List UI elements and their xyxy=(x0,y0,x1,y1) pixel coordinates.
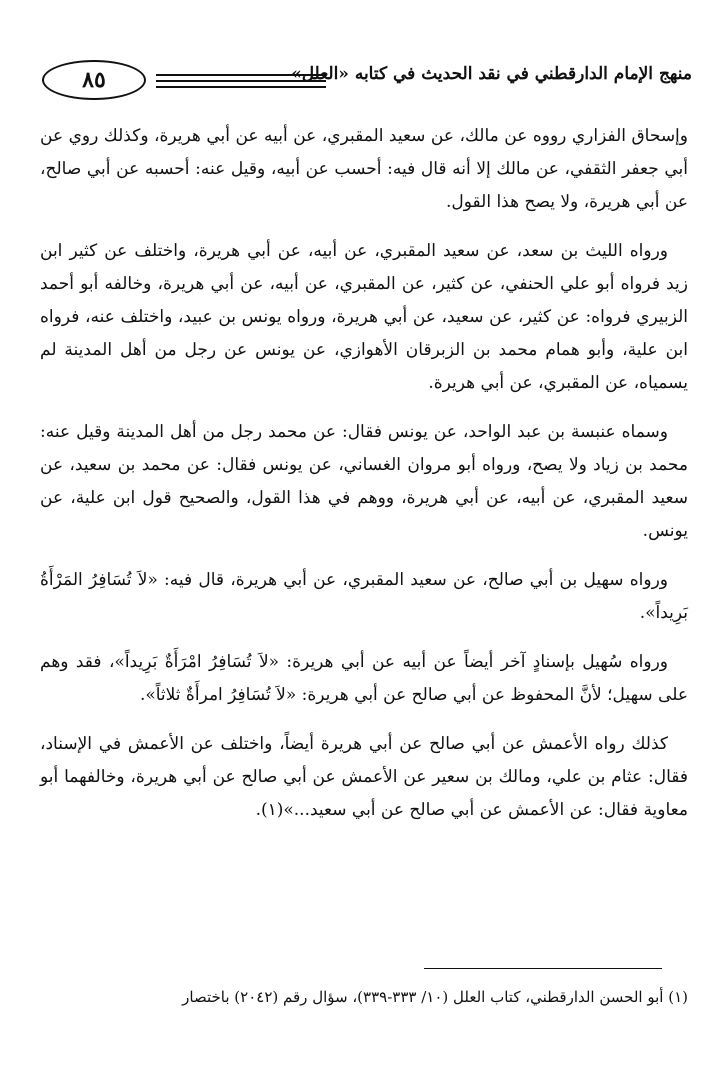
footnote-separator xyxy=(424,968,662,969)
page-number: ٨٥ xyxy=(42,60,146,100)
paragraph: ورواه الليث بن سعد، عن سعيد المقبري، عن أبيه، عن أبي هريرة، واختلف عن كثير ابن زيد فرواه أبو علي الحنفي، عن كثير، عن المقبري، عن أبيه، عن أبي هريرة، وخالفه أبو أحمد الزبيري فرواه: عن كثير، عن سعيد، عن أبي هريرة، ورواه يونس بن عبيد، واختلف عنه، فرواه ابن علية، وأبو همام محمد بن الزبرقان الأهوازي، عن يونس عن رجل من أهل المدينة لم يسمياه، عن المقبري، عن أبي هريرة. xyxy=(40,241,688,393)
running-title: منهج الإمام الدارقطني في نقد الحديث في كتابه «العلل» xyxy=(291,64,692,84)
footnote: (١) أبو الحسن الدارقطني، كتاب العلل (١٠/ ٣٣٣-٣٣٩)، سؤال رقم (٢٠٤٢) باختصار xyxy=(182,988,688,1006)
paragraph: وإسحاق الفزاري رووه عن مالك، عن سعيد المقبري، عن أبيه عن أبي هريرة، وكذلك روي عن أبي جعفر الثقفي، عن مالك إلا أنه قال فيه: أحسب عن أبيه، وقيل عنه: أحسبه عن أبي صالح، عن أبي هريرة، ولا يصح هذا القول. xyxy=(40,126,688,212)
paragraph: ورواه سهيل بن أبي صالح، عن سعيد المقبري، عن أبي هريرة، قال فيه: «لاَ تُسَافِرُ المَرْأَةُ بَرِيداً». xyxy=(40,570,688,623)
paragraph: ورواه سُهيل بإسنادٍ آخر أيضاً عن أبيه عن أبي هريرة: «لاَ تُسَافِرُ امْرَأَةٌ بَرِيداً»، فقد وهم على سهيل؛ لأنَّ المحفوظ عن أبي صالح عن أبي هريرة: «لاَ تُسَافِرُ امرأَةٌ ثلاثاً». xyxy=(40,652,688,705)
body-text xyxy=(40,120,688,843)
paragraph: كذلك رواه الأعمش عن أبي صالح عن أبي هريرة أيضاً، واختلف عن الأعمش في الإسناد، فقال: عثام بن علي، ومالك بن سعير عن الأعمش عن أبي صالح عن أبي هريرة، وخالفهما أبو معاوية فقال: عن الأعمش عن أبي صالح عن أبي سعيد...»(١). xyxy=(40,734,688,820)
page-header xyxy=(30,52,692,112)
header-rule xyxy=(156,86,326,88)
paragraph: وسماه عنبسة بن عبد الواحد، عن يونس فقال: عن محمد رجل من أهل المدينة وقيل عنه: محمد بن زياد ولا يصح، ورواه أبو مروان الغساني، عن يونس فقال: عن محمد بن سعيد، عن سعيد المقبري، عن أبيه، عن أبي هريرة، ووهم في هذا القول، والصحيح قول ابن علية، عن يونس. xyxy=(40,422,688,541)
